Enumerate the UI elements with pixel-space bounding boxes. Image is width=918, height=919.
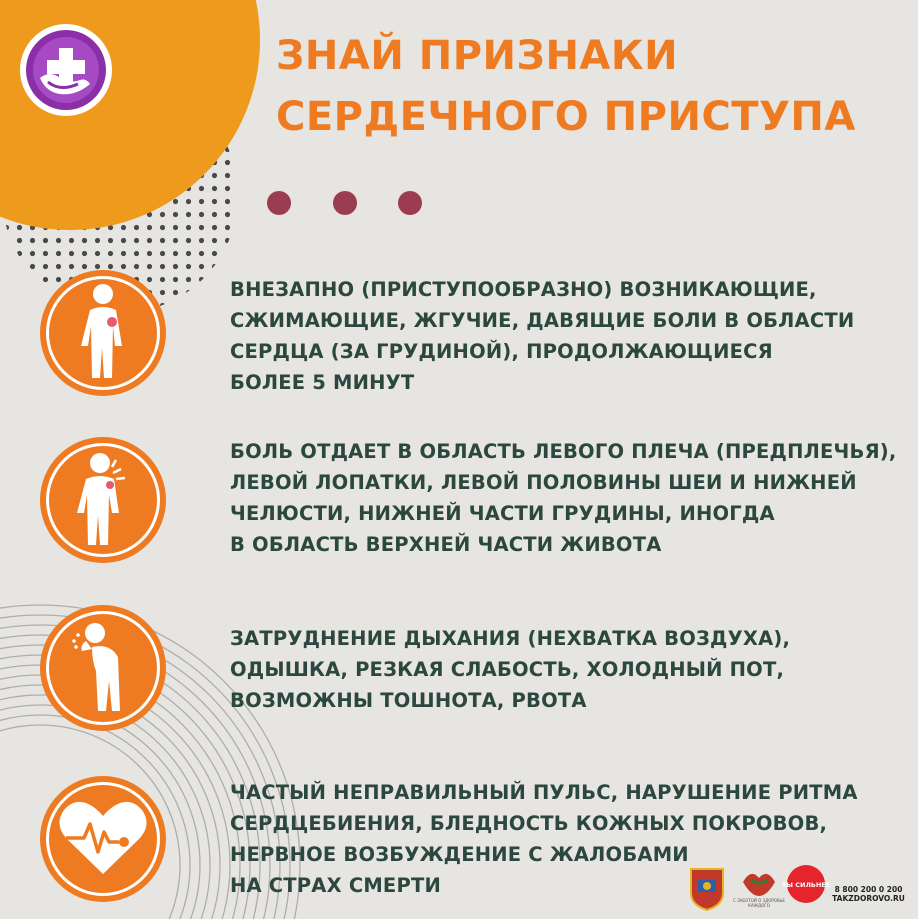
symptom-line: ВОЗМОЖНЫ ТОШНОТА, РВОТА <box>230 689 587 712</box>
symptom-text <box>230 623 790 716</box>
hotline-site: TAKZDOROVO.RU <box>832 894 905 903</box>
symptom-icon-circle <box>40 776 166 902</box>
symptom-line: НА СТРАХ СМЕРТИ <box>230 874 441 897</box>
symptom-line: В ОБЛАСТЬ ВЕРХНЕЙ ЧАСТИ ЖИВОТА <box>230 533 662 556</box>
symptom-line: СЖИМАЮЩИЕ, ЖГУЧИЕ, ДАВЯЩИЕ БОЛИ В ОБЛАСТИ <box>230 309 855 332</box>
title-line: СЕРДЕЧНОГО ПРИСТУПА <box>276 94 856 140</box>
title-line: ЗНАЙ ПРИЗНАКИ <box>276 33 679 79</box>
symptom-line: НЕРВНОЕ ВОЗБУЖДЕНИЕ С ЖАЛОБАМИ <box>230 843 689 866</box>
symptom-line: ЧЕЛЮСТИ, НИЖНЕЙ ЧАСТИ ГРУДИНЫ, ИНОГДА <box>230 502 775 525</box>
symptom-icon-circle <box>40 605 166 731</box>
decor-dot <box>398 191 422 215</box>
symptom-line: ЛЕВОЙ ЛОПАТКИ, ЛЕВОЙ ПОЛОВИНЫ ШЕИ И НИЖНЕЙ <box>230 471 857 494</box>
decor-dot <box>333 191 357 215</box>
symptom-text <box>230 274 854 398</box>
hotline-phone: 8 800 200 0 200 <box>834 885 903 894</box>
symptom-icon-circle <box>40 270 166 396</box>
chest-pain-person-icon <box>40 270 166 396</box>
symptom-line: ВНЕЗАПНО (ПРИСТУПООБРАЗНО) ВОЗНИКАЮЩИЕ, <box>230 278 817 301</box>
symptom-line: БОЛЬ ОТДАЕТ В ОБЛАСТЬ ЛЕВОГО ПЛЕЧА (ПРЕДПЛЕЧЬЯ), <box>230 440 897 463</box>
decor-dot <box>267 191 291 215</box>
shoulder-pain-person-icon <box>40 437 166 563</box>
symptom-line: СЕРДЦА (ЗА ГРУДИНОЙ), ПРОДОЛЖАЮЩИЕСЯ <box>230 340 773 363</box>
symptom-line: ОДЫШКА, РЕЗКАЯ СЛАБОСТЬ, ХОЛОДНЫЙ ПОТ, <box>230 658 785 681</box>
symptom-line: ЗАТРУДНЕНИЕ ДЫХАНИЯ (НЕХВАТКА ВОЗДУХА), <box>230 627 791 650</box>
symptom-text <box>230 436 897 560</box>
hotline-block <box>826 885 911 903</box>
heart-pulse-icon <box>40 776 166 902</box>
symptom-line: ЧАСТЫЙ НЕПРАВИЛЬНЫЙ ПУЛЬС, НАРУШЕНИЕ РИТМА <box>230 781 858 804</box>
page-title <box>276 26 856 148</box>
medical-logo <box>18 22 114 118</box>
region-coat-of-arms-icon <box>688 866 726 912</box>
symptom-line: СЕРДЦЕБИЕНИЯ, БЛЕДНОСТЬ КОЖНЫХ ПОКРОВОВ, <box>230 812 828 835</box>
coughing-person-icon <box>40 605 166 731</box>
ty-silnee-badge-icon <box>781 864 831 904</box>
ministry-emblem-icon <box>737 866 781 898</box>
ministry-caption: С ЗАБОТОЙ О ЗДОРОВЬЕ КАЖДОГО <box>733 898 785 908</box>
badge-text: ТЫ СИЛЬНЕЕ <box>781 881 831 889</box>
symptom-icon-circle <box>40 437 166 563</box>
medical-cross-hand-icon <box>18 22 114 118</box>
symptom-line: БОЛЕЕ 5 МИНУТ <box>230 371 415 394</box>
